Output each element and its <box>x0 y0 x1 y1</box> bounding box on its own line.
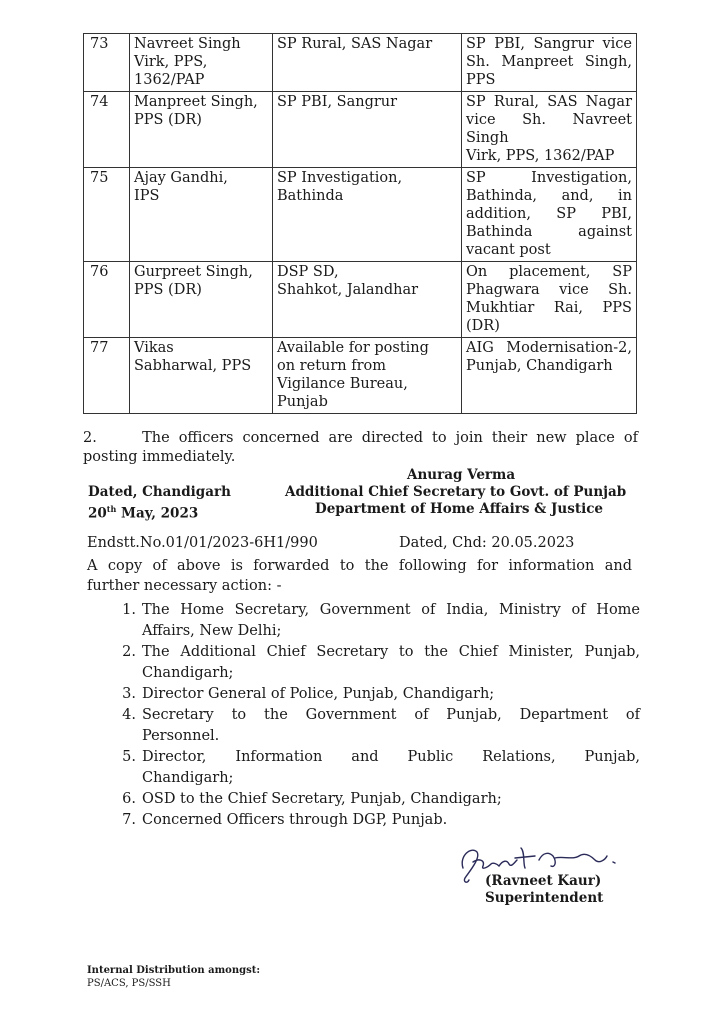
cell-from-post <box>273 92 462 168</box>
internal-distribution-value: PS/ACS, PS/SSH <box>87 978 171 989</box>
signatory-designation: Additional Chief Secretary to Govt. of Punjab <box>285 484 627 500</box>
endorsement-date: Dated, Chd: 20.05.2023 <box>399 535 575 551</box>
cell-officer-name <box>130 34 273 92</box>
cell-line: AIG Modernisation-2, <box>466 340 632 356</box>
cell-line: DSP SD, <box>277 264 339 280</box>
cell-serial: 75 <box>84 168 130 262</box>
cell-serial: 74 <box>84 92 130 168</box>
list-item-number: 4. <box>122 707 136 723</box>
cell-line: Available for posting <box>277 340 429 356</box>
list-item <box>110 600 640 642</box>
dated-place: Dated, Chandigarh <box>88 484 231 500</box>
dated-month-year: May, 2023 <box>121 505 199 522</box>
cell-line: On placement, SP <box>466 264 632 280</box>
cell-serial: 77 <box>84 338 130 414</box>
cell-line: 1362/PAP <box>134 72 205 88</box>
list-item-number: 2. <box>122 644 136 660</box>
cell-line: Sabharwal, PPS <box>134 358 252 374</box>
list-item-text: Chandigarh; <box>142 665 234 681</box>
endorsement-number: Endstt.No.01/01/2023-6H1/990 <box>87 535 318 551</box>
cell-line: IPS <box>134 188 160 204</box>
table-row <box>84 168 637 262</box>
para-number: 2. <box>83 430 97 446</box>
table-row <box>84 34 637 92</box>
postings-table <box>83 33 637 414</box>
cell-line: Navreet Singh <box>134 36 241 52</box>
list-item-text: The Additional Chief Secretary to the Chief Minister, Punjab, <box>142 644 640 660</box>
cell-line: Mukhtiar Rai, PPS <box>466 300 632 316</box>
list-item-text: OSD to the Chief Secretary, Punjab, Chandigarh; <box>142 791 502 807</box>
cell-line: Vikas <box>134 340 174 356</box>
superintendent-designation: Superintendent <box>485 890 604 906</box>
list-item-text: Personnel. <box>142 728 220 744</box>
list-item-number: 6. <box>122 791 136 807</box>
list-item <box>110 747 640 789</box>
table-row <box>84 92 637 168</box>
cell-line: SP Rural, SAS Nagar <box>277 36 433 52</box>
list-item-text: Director General of Police, Punjab, Chandigarh; <box>142 686 495 702</box>
list-item-text: Chandigarh; <box>142 770 234 786</box>
cell-line: vice Sh. Navreet Singh <box>466 112 632 146</box>
cell-officer-name <box>130 168 273 262</box>
cell-line: addition, SP PBI, <box>466 206 632 222</box>
cell-line: PPS (DR) <box>134 282 202 298</box>
list-item-text: Director, Information and Public Relations, Punjab, <box>142 749 640 765</box>
cell-from-post <box>273 34 462 92</box>
list-item-number: 7. <box>122 812 136 828</box>
list-item <box>110 642 640 684</box>
cell-from-post <box>273 168 462 262</box>
cell-line: SP Investigation, <box>466 170 632 186</box>
endorsement-intro <box>87 556 632 596</box>
list-item <box>110 789 640 810</box>
recipients-list <box>110 600 640 831</box>
cell-line: PPS <box>466 72 496 88</box>
cell-line: SP PBI, Sangrur vice <box>466 36 632 52</box>
cell-serial: 73 <box>84 34 130 92</box>
list-item-number: 5. <box>122 749 136 765</box>
cell-line: SP Investigation, <box>277 170 403 186</box>
cell-line: Shahkot, Jalandhar <box>277 282 419 298</box>
cell-line: Bathinda <box>277 188 344 204</box>
cell-to-post <box>462 92 637 168</box>
intro-line-2: further necessary action: - <box>87 578 282 594</box>
cell-to-post <box>462 168 637 262</box>
list-item-text: Concerned Officers through DGP, Punjab. <box>142 812 448 828</box>
list-item-text: Affairs, New Delhi; <box>142 623 282 639</box>
dated-date <box>88 501 198 523</box>
list-item-text: Secretary to the Government of Punjab, Department of <box>142 707 640 723</box>
cell-line: Bathinda against <box>466 224 632 240</box>
cell-line: PPS (DR) <box>134 112 202 128</box>
list-item <box>110 684 640 705</box>
paragraph-2 <box>83 429 638 467</box>
cell-officer-name <box>130 262 273 338</box>
cell-line: Virk, PPS, <box>134 54 208 70</box>
cell-officer-name <box>130 92 273 168</box>
cell-line: vacant post <box>466 242 551 258</box>
cell-serial: 76 <box>84 262 130 338</box>
cell-line: Ajay Gandhi, <box>134 170 228 186</box>
cell-line: SP Rural, SAS Nagar <box>466 94 632 110</box>
cell-to-post <box>462 34 637 92</box>
cell-from-post <box>273 262 462 338</box>
cell-to-post <box>462 262 637 338</box>
internal-distribution-label: Internal Distribution amongst: <box>87 965 261 976</box>
signatory-department: Department of Home Affairs & Justice <box>315 501 604 517</box>
cell-line: Punjab <box>277 394 328 410</box>
para-line-2: posting immediately. <box>83 449 236 465</box>
intro-line-1: A copy of above is forwarded to the following for information and <box>87 558 632 574</box>
cell-line: Manpreet Singh, <box>134 94 258 110</box>
cell-officer-name <box>130 338 273 414</box>
dated-day: 20 <box>88 505 107 522</box>
cell-line: Phagwara vice Sh. <box>466 282 632 298</box>
cell-line: Bathinda, and, in <box>466 188 632 204</box>
table-row <box>84 338 637 414</box>
dated-suffix: th <box>106 504 117 514</box>
cell-to-post <box>462 338 637 414</box>
list-item <box>110 705 640 747</box>
list-item <box>110 810 640 831</box>
cell-line: Gurpreet Singh, <box>134 264 253 280</box>
list-item-number: 1. <box>122 602 136 618</box>
cell-line: (DR) <box>466 318 500 334</box>
cell-from-post <box>273 338 462 414</box>
cell-line: SP PBI, Sangrur <box>277 94 398 110</box>
signatory-name: Anurag Verma <box>407 467 516 483</box>
superintendent-name: (Ravneet Kaur) <box>485 873 602 889</box>
list-item-text: The Home Secretary, Government of India, Ministry of Home <box>142 602 640 618</box>
para-line-1: The officers concerned are directed to join their new place of <box>142 430 639 446</box>
cell-line: Sh. Manpreet Singh, <box>466 54 632 70</box>
cell-line: Virk, PPS, 1362/PAP <box>466 148 615 164</box>
cell-line: Vigilance Bureau, <box>277 376 408 392</box>
cell-line: Punjab, Chandigarh <box>466 358 613 374</box>
cell-line: on return from <box>277 358 387 374</box>
list-item-number: 3. <box>122 686 136 702</box>
table-row <box>84 262 637 338</box>
